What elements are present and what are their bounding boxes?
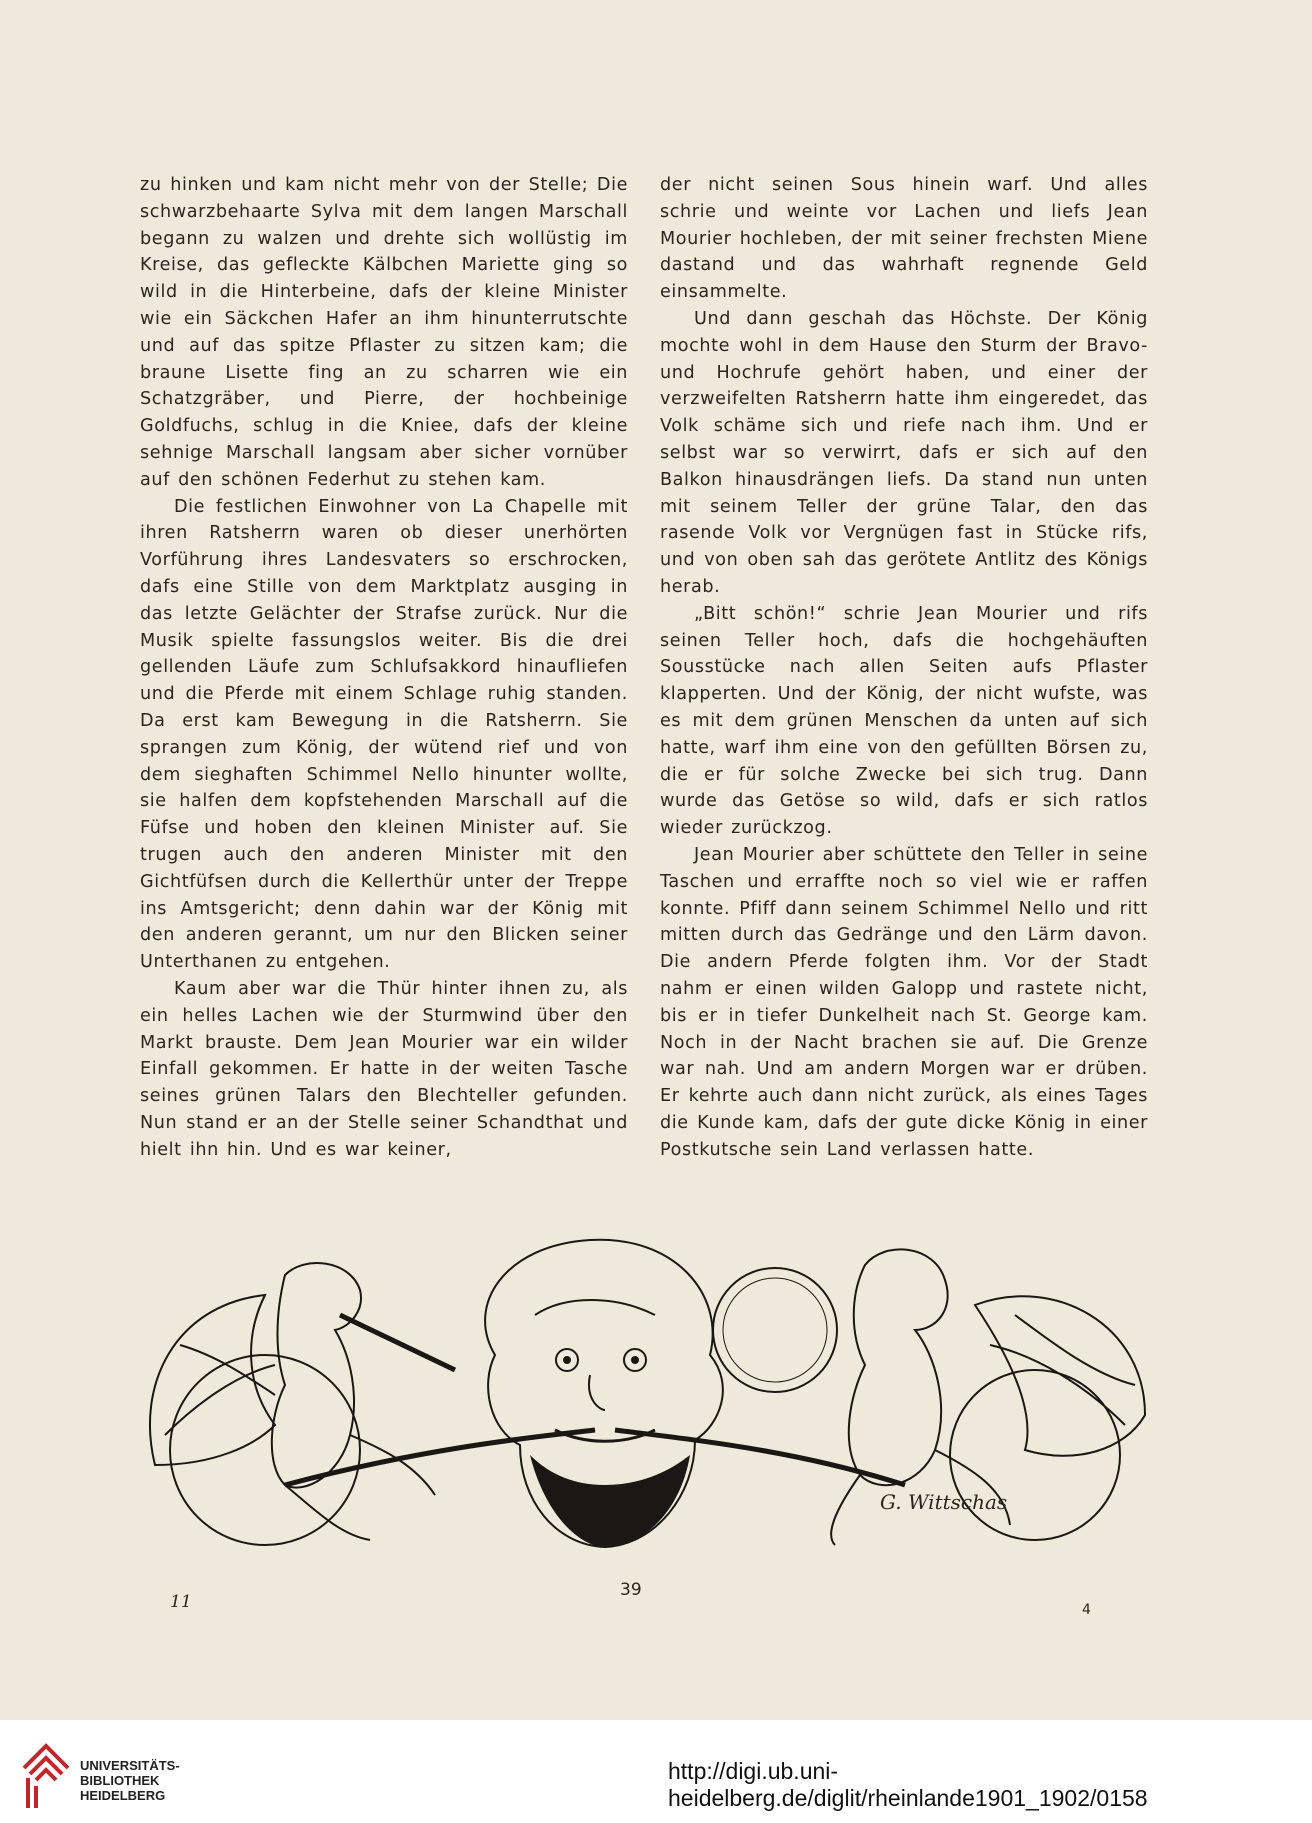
sheet-mark-right: 4 [1082, 1602, 1091, 1618]
library-name-line: BIBLIOTHEK [80, 1773, 160, 1788]
text-column-left [140, 172, 628, 1163]
paragraph: Kaum aber war die Thür hinter ihnen zu, als ein helles Lachen wie der Sturmwind über den Markt brauste. Dem Jean Mourier war ein wilder Einfall gekommen. Er hatte in der weiten Tasche seines grünen Talars den Blechteller gefunden. Nun stand er an der Stelle seiner Schandthat und hielt ihn hin. Und es war keiner, [140, 978, 628, 1160]
right-wing [975, 1296, 1145, 1456]
library-name-line: UNIVERSITÄTS- [80, 1758, 180, 1773]
page-number: 39 [620, 1580, 642, 1600]
library-name [80, 1758, 180, 1803]
right-cherub [849, 1249, 948, 1485]
paragraph: Die festlichen Einwohner von La Chapelle mit ihren Ratsherrn waren ob dieser unerhörten Vorführung ihres Landesvaters so erschrocken, dafs eine Stille von dem Marktplatz ausging in das letzte Gelächter der Strafse zurück. Nur die Musik spielte fassungslos weiter. Bis die drei gellenden Läufe zum Schlufsakkord hinaufliefen und die Pferde mit einem Schlage ruhig standen. Da erst kam Bewegung in die Ratsherrn. Sie sprangen zum König, der wütend rief und von dem sieghaften Schimmel Nello hinunter wollte, sie halfen dem kopfstehenden Marschall auf die Füfse und hoben den kleinen Minister auf. Sie trugen auch den anderen Minister mit den Gichtfüfsen durch die Kellerthür unter der Treppe ins Amtsgericht; denn dahin war der König mit den anderen gerannt, um nur den Blicken seiner Unterthanen zu entgehen. [140, 496, 628, 973]
tambourine [713, 1268, 837, 1392]
paragraph: Jean Mourier aber schüttete den Teller in seine Taschen und erraffte noch so viel wie er raffen konnte. Pfiff dann seinem Schimmel Nello und ritt mitten durch das Gedränge und den Lärm davon. Die andern Pferde folgten ihm. Vor der Stadt nahm er einen wilden Galopp und rastete nicht, bis er in tiefer Dunkelheit nach St. George kam. Noch in der Nacht brachen sie auf. Die Grenze war nah. Und am andern Morgen war er drüben. Er kehrte auch dann nicht zurück, als eines Tages die Kunde kam, dafs der gute dicke König in einer Postkutsche sein Land verlassen hatte. [660, 844, 1148, 1160]
paragraph: der nicht seinen Sous hinein warf. Und alles schrie und weinte vor Lachen und liefs Jean Mourier hochleben, der mit seiner frechsten Miene dastand und das wahrhaft regnende Geld einsammelte. [660, 175, 1148, 303]
text-column-right [660, 172, 1148, 1163]
paragraph: „Bitt schön!“ schrie Jean Mourier und rifs seinen Teller hoch, dafs die hochgehäuften Sousstücke nach allen Seiten aufs Pflaster klapperten. Und der König, der nicht wufste, was es mit dem grünen Menschen da unten auf sich hatte, warf ihm eine von den gefüllten Börsen zu, die er für solche Zwecke bei sich trug. Dann wurde das Getöse so wild, dafs er sich ratlos wieder zurückzog. [660, 603, 1148, 839]
paragraph: Und dann geschah das Höchste. Der König mochte wohl in dem Hause den Sturm der Bravo- und Hochrufe gehört haben, und einer der verzweifelten Ratsherrn hatte ihm eingeredet, das Volk schäme sich und riefe nach ihm. Und er selbst war so verwirrt, dafs er sich auf den Balkon hinausdrängen liefs. Da stand nun unten mit seinem Teller der grüne Talar, den das rasende Volk vor Vergnügen fast in Stücke rifs, und von oben sah das gerötete Antlitz des Königs herab. [660, 308, 1148, 597]
sheet-mark-left: 11 [170, 1592, 192, 1612]
left-wing [150, 1295, 275, 1465]
document-url[interactable]: http://digi.ub.uni-heidelberg.de/diglit/rheinlande1901_1902/0158 [668, 1758, 1148, 1811]
paragraph: zu hinken und kam nicht mehr von der Stelle; Die schwarzbehaarte Sylva mit dem langen Marschall begann zu walzen und drehte sich wollüstig im Kreise, das gefleckte Kälbchen Mariette ging so wild in die Hinterbeine, dafs der kleine Minister wie ein Säckchen Hafer an ihm hinunterrutschte und auf das spitze Pflaster zu sitzen kam; die braune Lisette fing an zu scharren wie ein Schatzgräber, und Pierre, der hochbeinige Goldfuchs, schlug in die Kniee, dafs der kleine sehnige Marschall langsam aber sicher vornüber auf den schönen Federhut zu stehen kam. [140, 175, 628, 490]
library-name-line: HEIDELBERG [80, 1788, 166, 1803]
library-logo-icon [20, 1738, 72, 1810]
artist-signature: G. Wittschas [880, 1490, 1008, 1514]
left-cherub [272, 1263, 361, 1488]
